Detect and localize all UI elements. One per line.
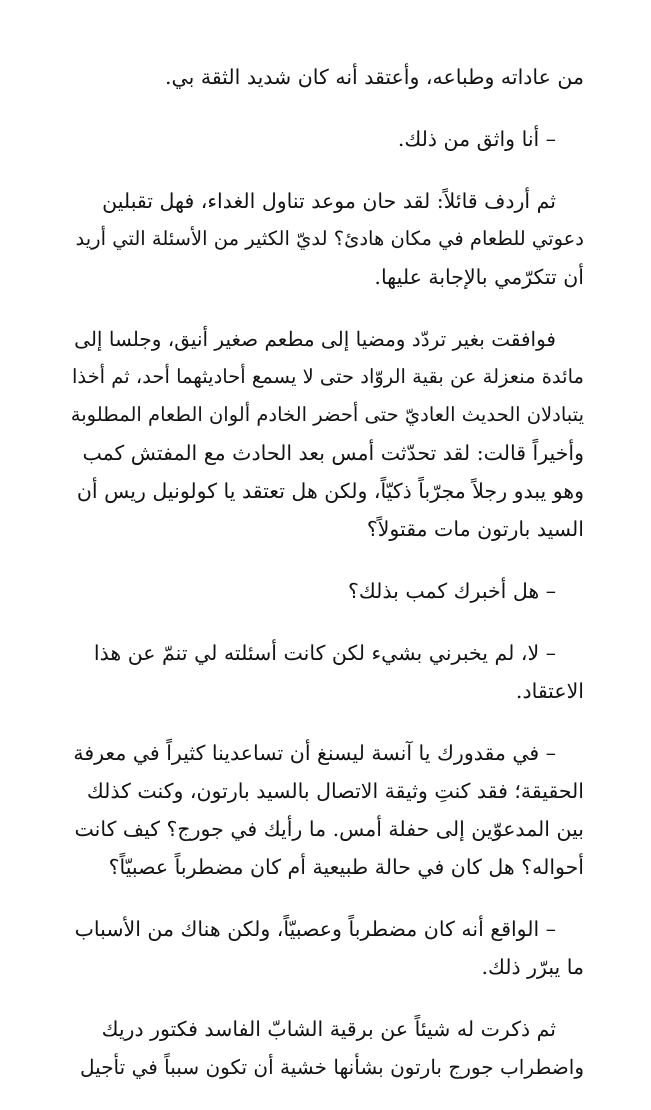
text-line: – الواقع أنه كان مضطرباً وعصبيّاً، ولكن هناك من الأسباب [74,917,556,941]
text-line: أحواله؟ هل كان في حالة طبيعية أم كان مضطرباً عصبيّاً؟ [108,855,584,879]
text-line: من عاداته وطباعه، وأعتقد أنه كان شديد الثقة بي. [165,65,584,89]
text-line: ما يبرّر ذلك. [481,955,584,979]
text-line: – هل أخبرك كمب بذلك؟ [347,579,556,603]
text-line: بين المدعوّين إلى حفلة أمس. ما رأيك في جورج؟ كيف كانت [74,817,584,841]
paragraph-8 [72,910,584,986]
text-line: ثم ذكرت له شيئاً عن برقية الشابّ الفاسد فكتور دريك [101,1017,556,1041]
text-line: واضطراب جورج بارتون بشأنها خشية أن تكون سبباً في تأجيل [80,1055,584,1079]
text-line: السيد بارتون مات مقتولاً؟ [366,517,584,541]
text-line: وهو يبدو رجلاً مجرّباً ذكيّاً، ولكن هل تعتقد يا كولونيل ريس أن [76,479,584,503]
paragraph-9 [72,1010,584,1086]
book-page [72,58,584,1110]
paragraph-4 [72,320,584,548]
text-line: – لا، لم يخبرني بشيء لكن كانت أسئلته لي تنمّ عن هذا [93,641,556,665]
text-line: وأخيراً قالت: لقد تحدّثت أمس بعد الحادث مع المفتش كمب [82,441,584,465]
paragraph-7 [72,734,584,886]
paragraph-3 [72,182,584,296]
paragraph-5 [72,572,584,610]
paragraph-2 [72,120,584,158]
text-line: فوافقت بغير تردّد ومضيا إلى مطعم صغير أنيق، وجلسا إلى [74,327,556,351]
text-line: يتبادلان الحديث العاديّ حتى أحضر الخادم ألوان الطعام المطلوبة [70,403,584,426]
text-line: مائدة منعزلة عن بقية الروّاد حتى لا يسمع أحاديثهما أحد، ثم أخذا [71,365,584,388]
paragraph-1 [72,58,584,96]
paragraph-6 [72,634,584,710]
text-line: دعوتي للطعام في مكان هادئ؟ لديّ الكثير من الأسئلة التي أريد [75,227,584,250]
text-line: الاعتقاد. [515,679,584,703]
text-line: أن تتكرّمي بالإجابة عليها. [374,265,584,289]
text-line: الحقيقة؛ فقد كنتِ وثيقة الاتصال بالسيد بارتون، وكنت كذلك [86,779,584,803]
text-line: ثم أردف قائلاً: لقد حان موعد تناول الغداء، فهل تقبلين [102,189,556,213]
text-line: – في مقدورك يا آنسة ليسنغ أن تساعدينا كثيراً في معرفة [73,741,556,765]
text-line: – أنا واثق من ذلك. [397,127,556,151]
